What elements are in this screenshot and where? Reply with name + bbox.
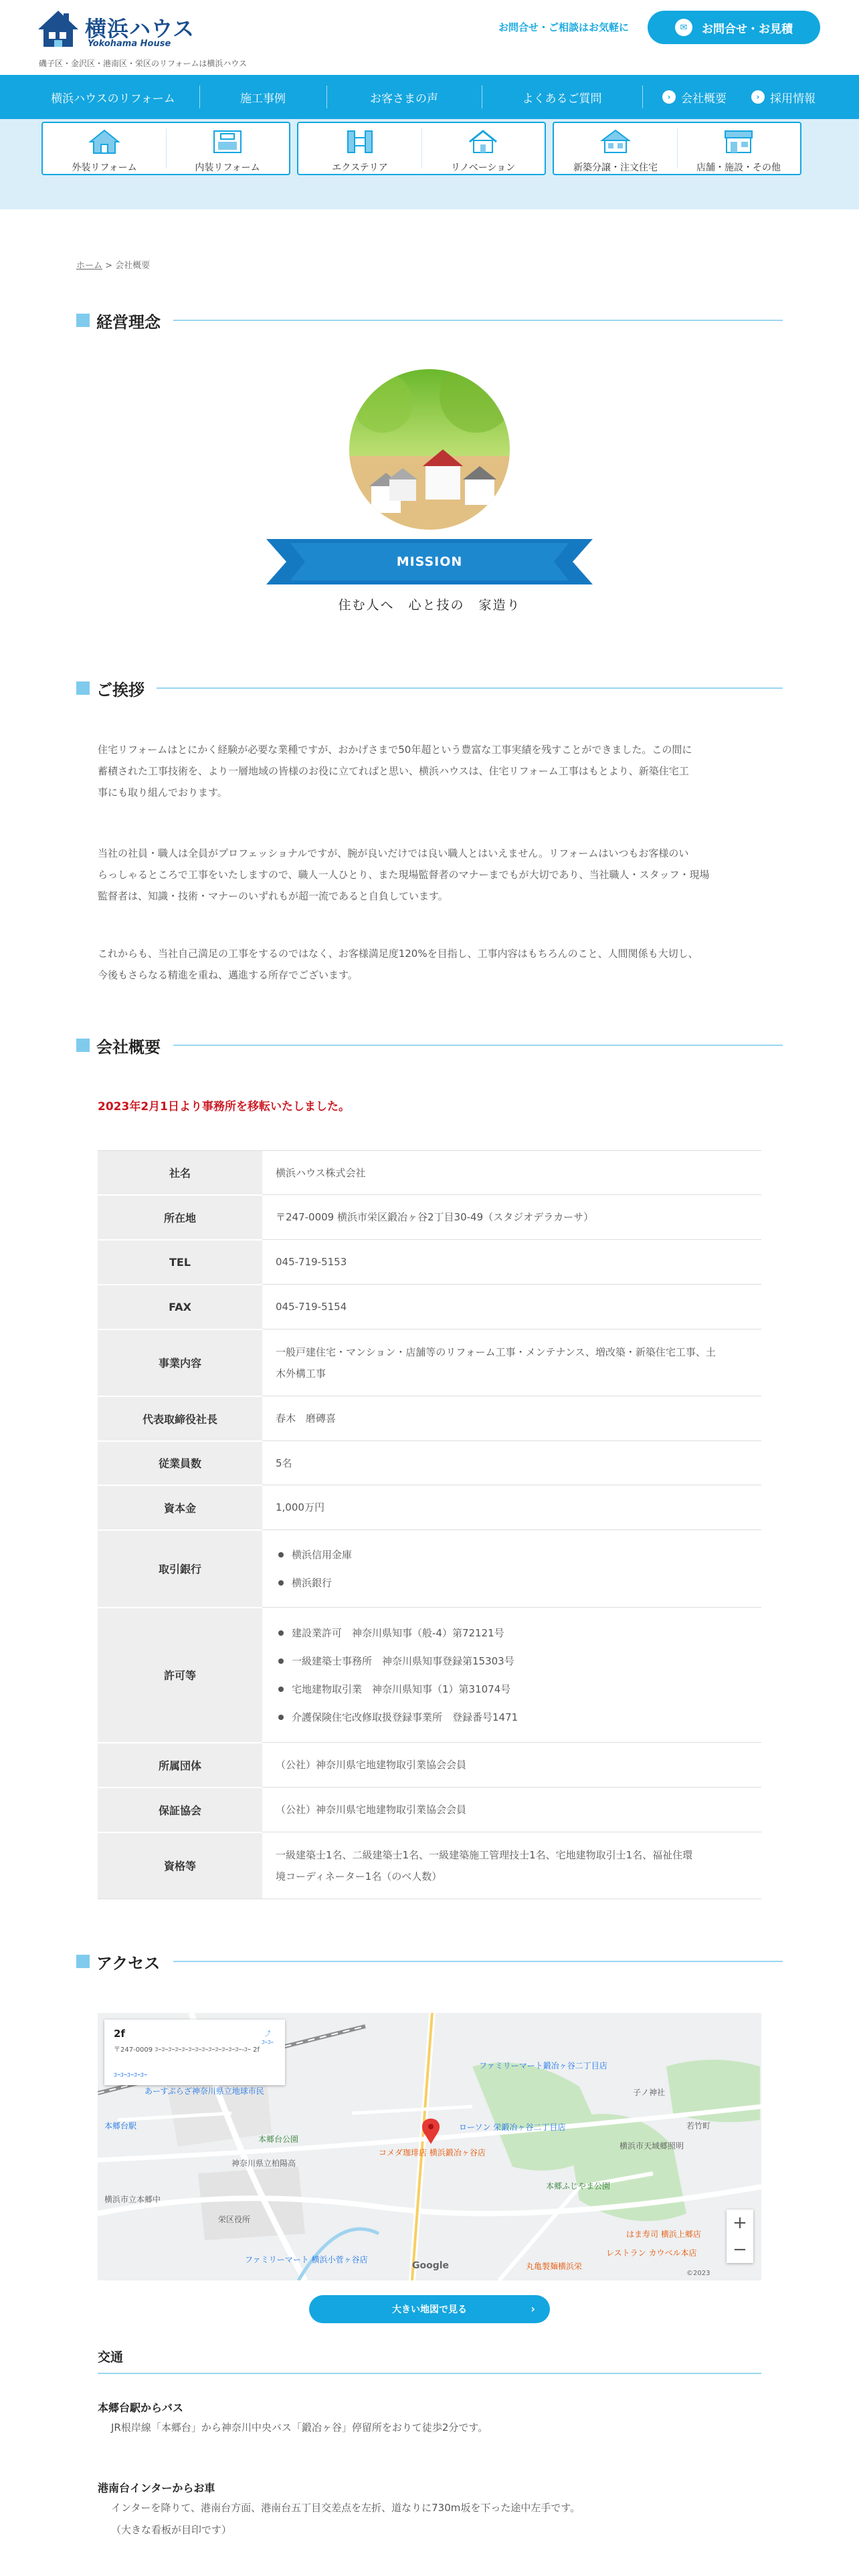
nav-item-recruit[interactable] [741, 75, 826, 119]
subnav-item-label: 内装リフォーム [195, 163, 260, 173]
table-row [98, 1285, 761, 1329]
row-value: 045-719-5154 [262, 1285, 761, 1329]
paragraph-line: 監督者は、知識・技術・マナーのいずれもが超一流であると自負しています。 [98, 890, 448, 902]
paragraph-line: 蓄積された工事技術を、より一層地域の皆様のお役に立てればと思い、横浜ハウスは、住宅リフォーム工事はもとより、新築住宅工 [98, 765, 689, 777]
map-place-label: 横浜市立本郷中 [104, 2195, 161, 2204]
section-title: 会社概要 [96, 1038, 161, 1057]
map-place-label: 横浜市天域郷照明 [619, 2141, 684, 2151]
value-line: 境コーディネーター1名（のべ人数） [276, 1870, 442, 1883]
greeting-paragraph-3 [98, 943, 760, 986]
nav-item-reform[interactable] [27, 75, 199, 119]
route-title: 港南台インターからお車 [98, 2482, 215, 2494]
map-card-address: 〒247-0009 ｺｰｺｰｺｰｺｰｺｰｺｰｺｰｺｰｺｰｺｰｺｰｺｰｺｰ-ｺｰ 2f [114, 2046, 260, 2054]
map-place-label: 本郷台公園 [258, 2135, 299, 2144]
row-label: 社名 [98, 1151, 262, 1195]
logo-main-text: 横浜ハウス [85, 16, 195, 41]
row-label: 代表取締役社長 [98, 1396, 262, 1441]
heading-line [157, 687, 783, 689]
nav-item-faq[interactable] [482, 75, 642, 119]
nav-divider [642, 86, 643, 108]
heading-square-icon [76, 314, 90, 327]
table-row [98, 1485, 761, 1530]
heading-square-icon [76, 1955, 90, 1968]
chevron-right-icon: › [662, 90, 676, 104]
value-line: 木外構工事 [276, 1367, 326, 1380]
subnav-item-label: リノベーション [450, 163, 516, 173]
section-heading-greeting [76, 675, 783, 700]
row-label: 従業員数 [98, 1441, 262, 1485]
row-label: 所属団体 [98, 1743, 262, 1788]
route-line: JR根岸線「本郷台」から神奈川中央バス「鍛冶ヶ谷」停留所をおりて徒歩2分です。 [111, 2422, 488, 2434]
row-label: 資本金 [98, 1485, 262, 1530]
mission-statement: 住む人へ 心と技の 家造り [338, 598, 521, 613]
value-line: 一級建築士1名、二級建築士1名、一級建築施工管理技士1名、宅地建物取引士1名、福祉住環 [276, 1848, 693, 1861]
row-value: 春木 磨磚喜 [262, 1396, 761, 1441]
nav-item-voice[interactable] [326, 75, 482, 119]
nav-item-label: 採用情報 [770, 92, 816, 106]
nav-item-company[interactable] [652, 75, 737, 119]
view-large-map-label: 大きい地図で見る [392, 2304, 467, 2315]
chevron-right-icon: › [531, 2302, 535, 2315]
bank-list [276, 1535, 748, 1602]
table-row [98, 1530, 761, 1608]
shop-icon [723, 128, 755, 155]
zoom-out-button[interactable]: − [733, 2240, 747, 2260]
route-description [111, 2497, 580, 2541]
mission-ribbon-text: MISSION [396, 554, 463, 569]
list-item: 介護保険住宅改修取扱登録事業所 登録番号1471 [276, 1703, 748, 1731]
greeting-paragraph-2 [98, 843, 760, 907]
table-row [98, 1788, 761, 1832]
contact-estimate-button[interactable] [648, 11, 820, 44]
route-line: インターを降りて、港南台方面、港南台五丁目交差点を左折、道なりに730m坂を下った途中左手です。 [111, 2502, 581, 2514]
table-row [98, 1441, 761, 1485]
row-label: 資格等 [98, 1832, 262, 1899]
row-value [262, 1832, 761, 1899]
breadcrumb-home-link[interactable]: ホーム [76, 261, 103, 271]
subnav-group-exterior [297, 122, 546, 175]
table-row [98, 1195, 761, 1240]
map-place-label: ローソン 栄鍛冶ヶ谷二丁目店 [459, 2123, 566, 2132]
heading-square-icon [76, 681, 90, 695]
site-header [0, 0, 859, 74]
subnav-item-label: 新築分譲・注文住宅 [573, 163, 658, 173]
new-house-icon [599, 128, 632, 155]
header-contact-text: お問合せ・ご相談はお気軽に [498, 21, 630, 33]
subnav-item-label: 外装リフォーム [72, 163, 137, 173]
map-place-label: 本郷ふじやま公園 [546, 2181, 611, 2191]
list-item: 建設業許可 神奈川県知事（般-4）第72121号 [276, 1619, 748, 1647]
section-title: アクセス [96, 1954, 161, 1973]
greeting-paragraph-1 [98, 739, 760, 803]
row-label: 事業内容 [98, 1329, 262, 1396]
row-value: 1,000万円 [262, 1485, 761, 1530]
map-place-label: 丸亀製麺横浜栄 [526, 2262, 583, 2271]
gate-icon [344, 128, 376, 155]
subnav-group-reform [41, 122, 290, 175]
heading-line [173, 1961, 783, 1962]
map-place-label: はま寿司 横浜上郷店 [626, 2230, 701, 2239]
row-value: （公社）神奈川県宅地建物取引業協会会員 [262, 1743, 761, 1788]
zoom-in-button[interactable]: + [733, 2213, 747, 2233]
logo-sub-text: Yokohama House [88, 39, 171, 49]
chevron-right-icon: › [751, 90, 765, 104]
subnav-item-newbuild[interactable] [554, 123, 677, 174]
breadcrumb-current: 会社概要 [115, 261, 151, 271]
table-row [98, 1240, 761, 1285]
table-row [98, 1608, 761, 1743]
interior-room-icon [211, 128, 244, 155]
directions-icon[interactable]: ⤴ ｺｰｺｰ [261, 2031, 274, 2046]
table-row [98, 1329, 761, 1396]
row-value: 横浜ハウス株式会社 [262, 1151, 761, 1195]
list-item: 一級建築士事務所 神奈川県知事登録第15303号 [276, 1647, 748, 1675]
nav-item-label: 横浜ハウスのリフォーム [51, 92, 175, 106]
mail-icon: ✉ [675, 19, 692, 36]
map-footer: ©2023 [686, 2270, 710, 2277]
heading-line [173, 320, 783, 321]
paragraph-line: 当社の社員・職人は全員がプロフェッショナルですが、腕が良いだけでは良い職人とはいえません。リフォームはいつもお客様のい [98, 847, 689, 859]
paragraph-line: 住宅リフォームはとにかく経験が必要な業種ですが、おかげさまで50年超という豊富な工事実績を残すことができました。この間に [98, 744, 692, 756]
section-heading-company [76, 1033, 783, 1057]
row-label: 取引銀行 [98, 1530, 262, 1608]
map-place-label: レストラン カウベル本店 [606, 2248, 697, 2258]
route-description [111, 2417, 488, 2439]
map-place-label: 若竹町 [686, 2121, 711, 2131]
subnav-item-renovation[interactable] [421, 123, 545, 174]
subnav-item-label: 店舗・施設・その他 [696, 163, 781, 173]
traffic-heading: 交通 [98, 2350, 124, 2365]
subnav-item-exterior-works[interactable] [298, 123, 421, 174]
site-logo[interactable] [37, 9, 197, 49]
license-list [276, 1614, 748, 1737]
map-place-label: 子ノ神社 [633, 2088, 666, 2097]
value-line: 一般戸建住宅・マンション・店舗等のリフォーム工事・メンテナンス、増改築・新築住宅工事、土 [276, 1346, 716, 1358]
row-value [262, 1329, 761, 1396]
map-place-label: 神奈川県立柏陽高 [231, 2159, 296, 2168]
renovation-house-icon [467, 128, 499, 155]
map-zoom-controls [727, 2210, 753, 2263]
map-place-label: あーすぷらざ神奈川県立地球市民 [145, 2086, 264, 2096]
row-value [262, 1608, 761, 1743]
row-label: 許可等 [98, 1608, 262, 1743]
map-info-card [104, 2020, 285, 2085]
exterior-house-icon [88, 128, 120, 155]
section-title: ご挨拶 [96, 681, 145, 700]
company-info-table [98, 1150, 761, 1899]
row-value [262, 1530, 761, 1608]
list-item: 宅地建物取引業 神奈川県知事（1）第31074号 [276, 1675, 748, 1703]
list-item: 横浜銀行 [276, 1569, 748, 1597]
heading-square-icon [76, 1039, 90, 1052]
row-label: 保証協会 [98, 1788, 262, 1832]
subnav-item-label: エクステリア [332, 163, 388, 173]
subnav-group-newbuild [553, 122, 801, 175]
nav-item-label: お客さまの声 [370, 92, 438, 106]
row-value: 5名 [262, 1441, 761, 1485]
relocation-notice: 2023年2月1日より事務所を移転いたしました。 [98, 1100, 350, 1113]
row-value: （公社）神奈川県宅地建物取引業協会会員 [262, 1788, 761, 1832]
view-large-map-button[interactable] [309, 2295, 550, 2323]
route-line: （大きな看板が目印です） [111, 2524, 232, 2536]
table-row [98, 1396, 761, 1441]
global-nav [0, 75, 859, 119]
paragraph-line: これからも、当社自己満足の工事をするのではなく、お客様満足度120%を目指し、工事内容はもちろんのこと、人間関係も大切し、 [98, 948, 698, 960]
list-item: 横浜信用金庫 [276, 1541, 748, 1569]
row-label: FAX [98, 1285, 262, 1329]
table-row [98, 1832, 761, 1899]
subnav-item-interior[interactable] [166, 123, 289, 174]
map-place-label: 栄区役所 [218, 2215, 251, 2224]
map-place-label: コメダ珈琲店 横浜鍛冶ヶ谷店 [379, 2148, 486, 2157]
header-tagline: 磯子区・金沢区・港南区・栄区のリフォームは横浜ハウス [39, 59, 248, 68]
directions-label: ｺｰｺｰ [261, 2040, 274, 2046]
map-place-label: ファミリーマート鍛冶ヶ谷二丁目店 [479, 2061, 607, 2070]
house-logo-icon [37, 9, 80, 48]
paragraph-line: 今後もさらなる精進を重ね、邁進する所存でございます。 [98, 969, 358, 981]
contact-estimate-label: お問合せ・お見積 [702, 22, 793, 36]
google-map-embed[interactable] [98, 2013, 761, 2280]
section-heading-philosophy [76, 308, 783, 332]
paragraph-line: らっしゃるところで工事をいたしますので、職人一人ひとり、また現場監督者のマナーまでもが大切であり、当社職人・スタッフ・現場 [98, 869, 710, 881]
map-card-link[interactable]: ｺｰｺｰｺｰｺｰｺｰ [114, 2072, 147, 2079]
nav-item-label: よくあるご質問 [522, 92, 602, 106]
heading-line [173, 1045, 783, 1046]
section-title: 経営理念 [96, 313, 161, 332]
breadcrumb-separator: > [105, 261, 113, 271]
subnav-item-exterior[interactable] [43, 123, 166, 174]
google-logo: Google [412, 2260, 450, 2271]
nav-item-label: 施工事例 [240, 92, 286, 106]
row-value: 045-719-5153 [262, 1240, 761, 1285]
breadcrumb [76, 258, 150, 271]
route-title: 本郷台駅からバス [98, 2401, 184, 2414]
row-label: 所在地 [98, 1195, 262, 1240]
row-value: 〒247-0009 横浜市栄区鍛冶ヶ谷2丁目30-49（スタジオデラカーサ） [262, 1195, 761, 1240]
mission-image [349, 369, 510, 530]
traffic-heading-line [98, 2373, 761, 2374]
paragraph-line: 事にも取り組んでおります。 [98, 786, 227, 798]
map-card-title: 2f [114, 2028, 125, 2040]
table-row [98, 1151, 761, 1195]
subnav-item-shop[interactable] [677, 123, 800, 174]
nav-item-works[interactable] [199, 75, 326, 119]
table-row [98, 1743, 761, 1788]
row-label: TEL [98, 1240, 262, 1285]
map-place-label: 本郷台駅 [104, 2121, 137, 2131]
service-subnav [0, 119, 859, 209]
section-heading-access [76, 1949, 783, 1973]
toy-houses-illustration [349, 369, 510, 530]
nav-item-label: 会社概要 [681, 92, 727, 106]
map-place-label: ファミリーマート 横浜小菅ヶ谷店 [245, 2255, 368, 2264]
